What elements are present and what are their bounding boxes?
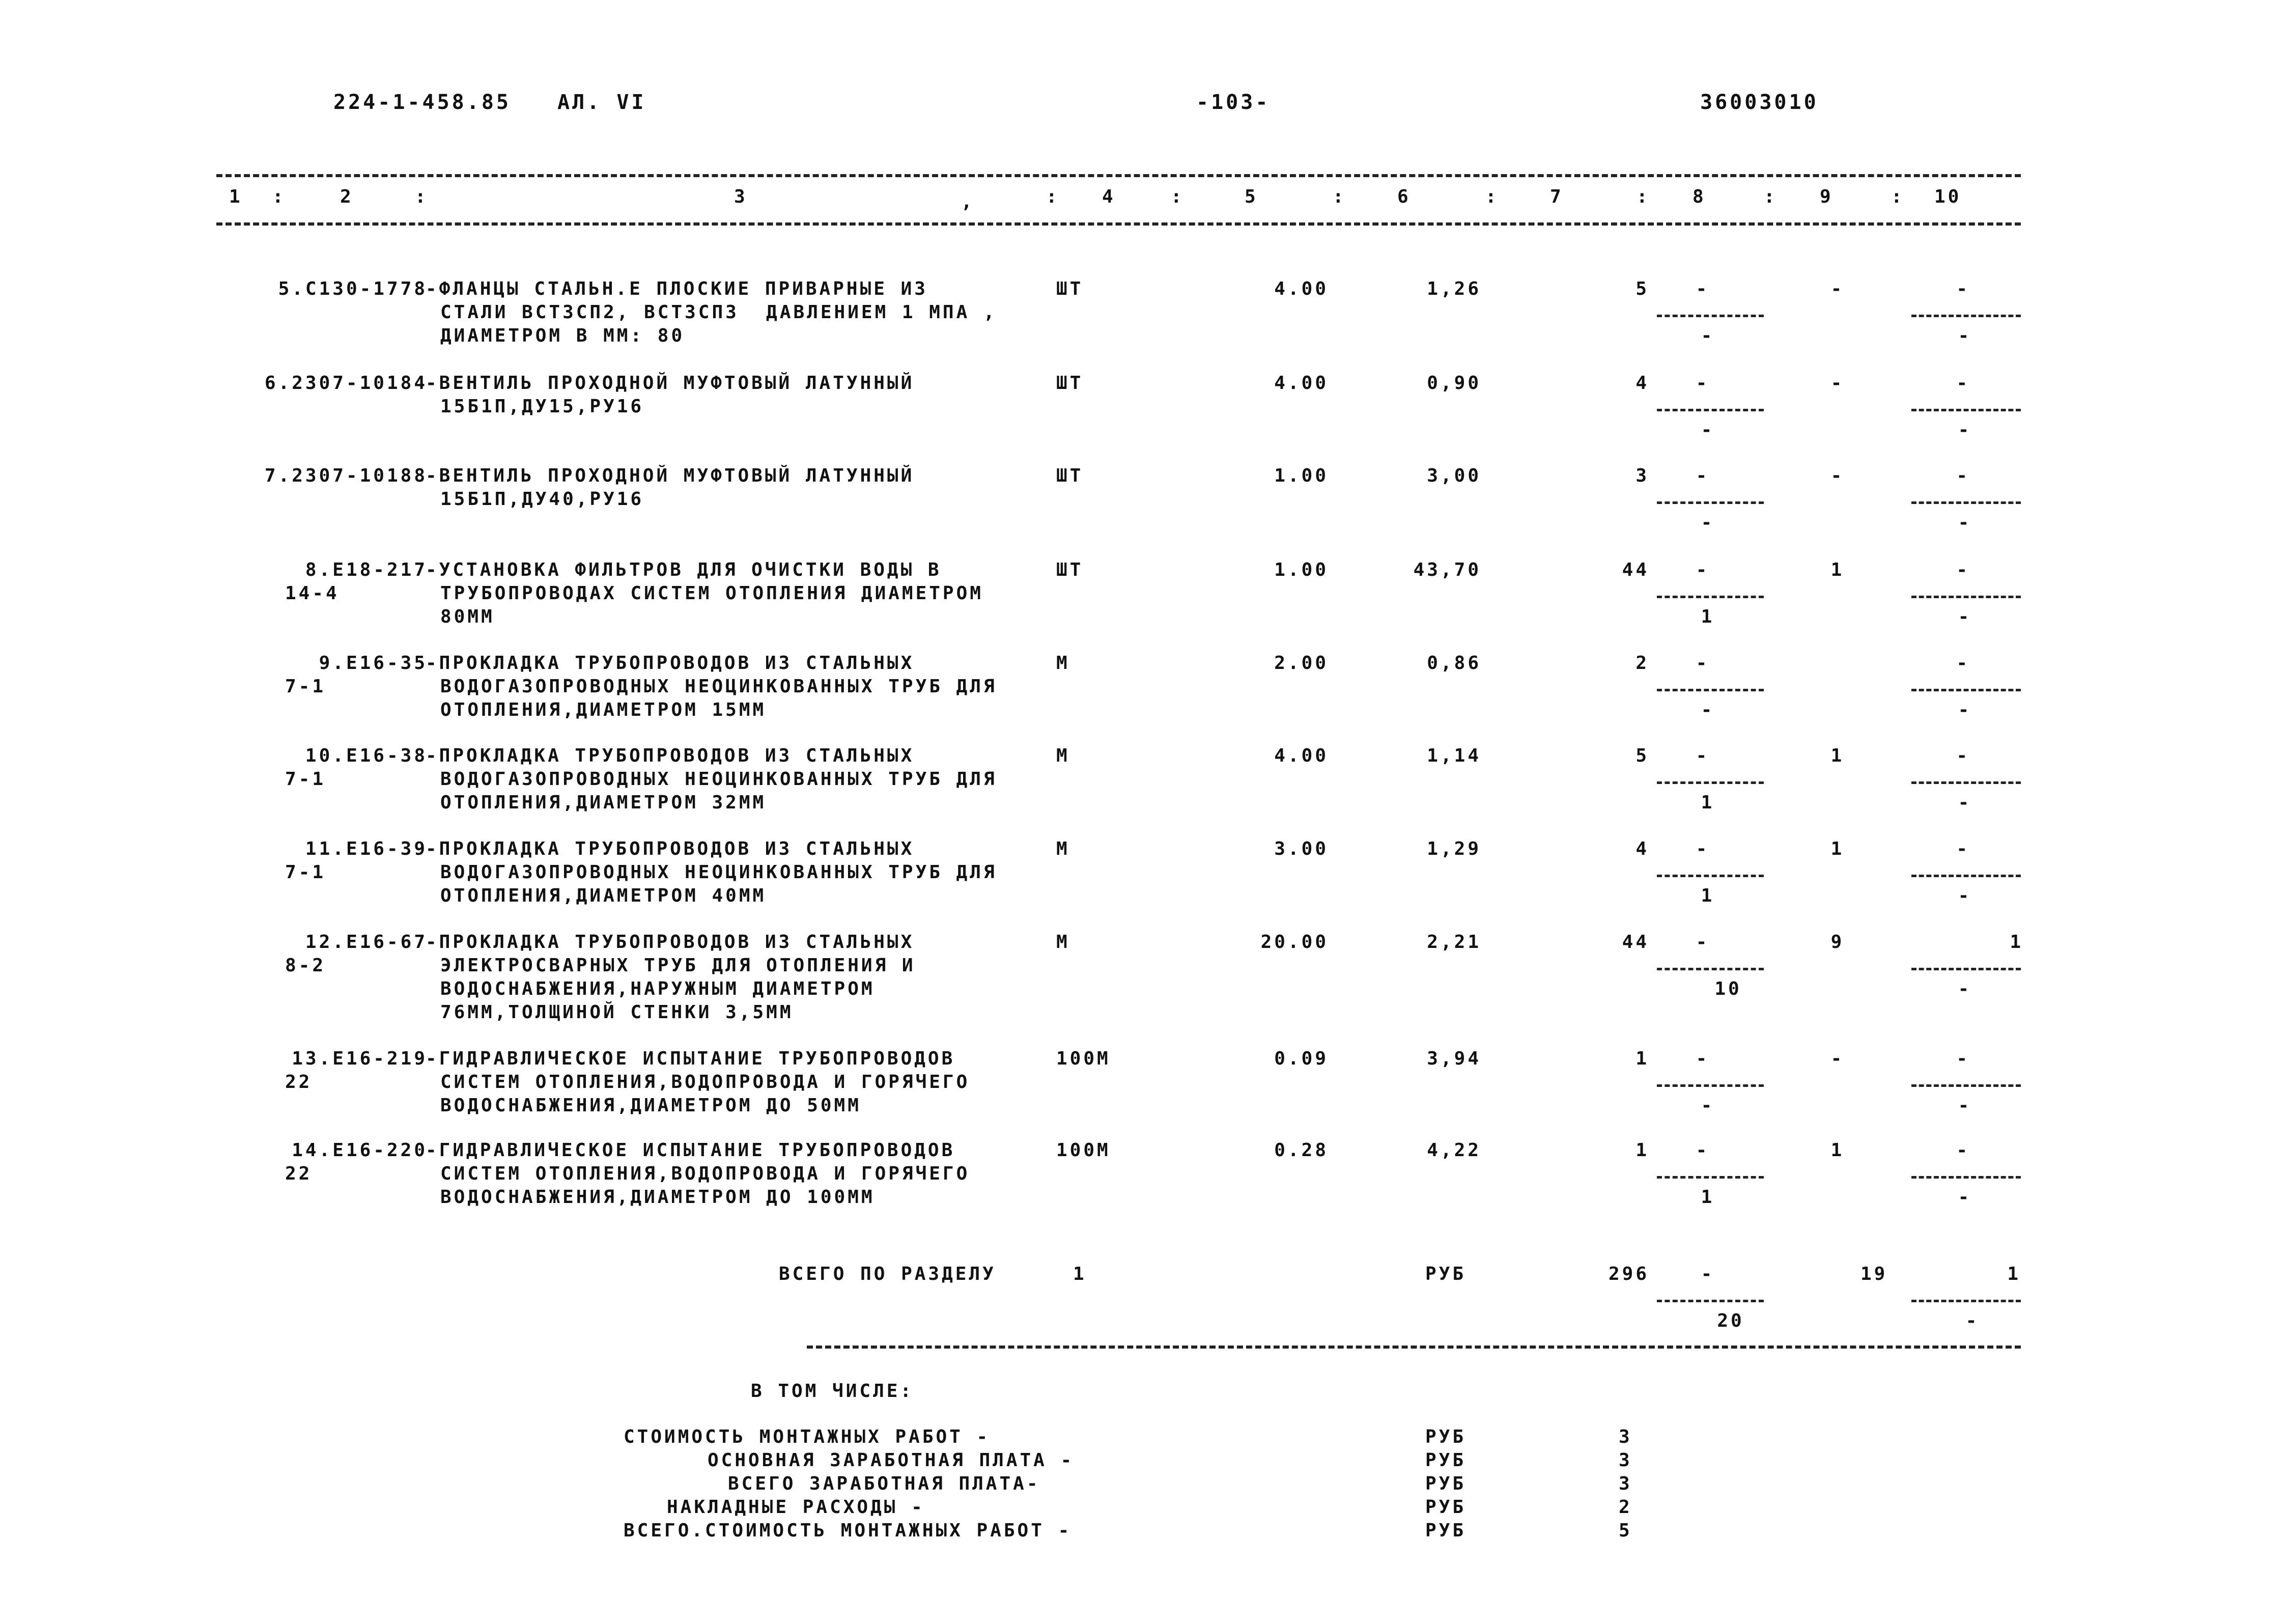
row-quantity: 0.28: [1274, 1140, 1329, 1161]
row-unit-price: 0,90: [1427, 373, 1481, 394]
row-col9: 1: [1830, 559, 1845, 580]
breakdown-unit: РУБ: [1425, 1497, 1467, 1518]
including-title: В ТОМ ЧИСЛЕ:: [751, 1381, 914, 1402]
row-col8-bottom: 10: [1714, 978, 1742, 999]
row-col7-total: 4: [1636, 838, 1649, 859]
row-code: 6.2307-10184: [264, 373, 428, 394]
col-header: 8: [1693, 186, 1706, 207]
row-col8-bottom: -: [1701, 699, 1715, 720]
row-col8-divider: [1657, 1084, 1764, 1087]
row-col10-top: -: [1956, 838, 1970, 859]
col-header: 4: [1102, 186, 1116, 207]
row-col10-bottom: -: [1958, 978, 1972, 999]
row-col8-top: -: [1696, 745, 1710, 766]
row-description-line: 76ММ,ТОЛЩИНОЙ СТЕНКИ 3,5ММ: [440, 1002, 794, 1023]
header-bottom-rule: [216, 222, 2021, 226]
row-code-suffix: 7-1: [285, 676, 326, 697]
breakdown-value: 2: [1619, 1497, 1632, 1518]
row-description-line: -ВЕНТИЛЬ ПРОХОДНОЙ МУФТОВЫЙ ЛАТУННЫЙ: [426, 465, 915, 486]
row-col10-divider: [1911, 315, 2021, 317]
row-col8-top: -: [1696, 1140, 1710, 1161]
row-col9: 1: [1830, 1140, 1845, 1161]
col-separator: :: [1333, 186, 1346, 207]
row-col10-top: 1: [2010, 932, 2023, 953]
row-description-line: ОТОПЛЕНИЯ,ДИАМЕТРОМ 15ММ: [440, 699, 767, 720]
row-col10-divider: [1911, 596, 2021, 598]
row-description-line: -ПРОКЛАДКА ТРУБОПРОВОДОВ ИЗ СТАЛЬНЫХ: [426, 838, 915, 859]
row-col8-bottom: 1: [1701, 885, 1715, 906]
breakdown-value: 5: [1619, 1520, 1632, 1541]
row-unit: 100М: [1056, 1048, 1111, 1069]
row-description-line: -ГИДРАВЛИЧЕСКОЕ ИСПЫТАНИЕ ТРУБОПРОВОДОВ: [426, 1048, 955, 1069]
row-col10-bottom: -: [1958, 1095, 1972, 1116]
row-code: 9.Е16-35: [319, 653, 428, 674]
row-col8-bottom: 1: [1701, 1187, 1715, 1208]
col-separator: :: [1171, 186, 1185, 207]
col-header: 7: [1550, 186, 1564, 207]
col-header: 2: [340, 186, 354, 207]
row-unit-price: 43,70: [1413, 559, 1481, 580]
row-unit-price: 1,26: [1427, 278, 1481, 299]
col-separator: :: [1764, 186, 1778, 207]
row-description-line: СТАЛИ ВСТ3СП2, ВСТ3СП3 ДАВЛЕНИЕМ 1 МПА ,: [440, 302, 997, 323]
row-col10-divider: [1911, 1176, 2021, 1179]
row-col10-top: -: [1956, 1140, 1970, 1161]
row-col10-divider: [1911, 875, 2021, 877]
total-col10-bottom: -: [1965, 1310, 1980, 1331]
col-separator: :: [1891, 186, 1905, 207]
col-separator: :: [415, 186, 429, 207]
total-col10-divider: [1911, 1300, 2021, 1302]
row-col8-divider: [1657, 781, 1764, 784]
row-code: 14.Е16-220: [292, 1140, 428, 1161]
total-col8-bottom: 20: [1717, 1310, 1744, 1331]
row-description-line: ВОДОГАЗОПРОВОДНЫХ НЕОЦИНКОВАННЫХ ТРУБ ДЛЯ: [440, 676, 997, 697]
row-code-suffix: 8-2: [285, 955, 326, 976]
row-description-line: СИСТЕМ ОТОПЛЕНИЯ,ВОДОПРОВОДА И ГОРЯЧЕГО: [440, 1163, 970, 1184]
col-separator: :: [1485, 186, 1499, 207]
row-code-suffix: 14-4: [285, 583, 340, 604]
row-col7-total: 4: [1636, 373, 1649, 394]
col-header: 6: [1397, 186, 1411, 207]
row-col7-total: 44: [1622, 932, 1649, 953]
row-description-line: ТРУБОПРОВОДАХ СИСТЕМ ОТОПЛЕНИЯ ДИАМЕТРОМ: [440, 583, 983, 604]
row-col8-top: -: [1696, 1048, 1710, 1069]
col-separator: :: [1046, 186, 1060, 207]
total-bottom-rule: [807, 1346, 2021, 1349]
row-quantity: 3.00: [1274, 838, 1329, 859]
col-header: 1: [229, 186, 243, 207]
breakdown-unit: РУБ: [1425, 1426, 1467, 1447]
row-col7-total: 5: [1636, 278, 1649, 299]
row-col9: 1: [1830, 745, 1845, 766]
row-description-line: ДИАМЕТРОМ В ММ: 80: [440, 325, 685, 346]
col-separator: :: [1637, 186, 1650, 207]
row-code: 7.2307-10188: [264, 465, 428, 486]
total-label: ВСЕГО ПО РАЗДЕЛУ: [779, 1264, 996, 1284]
row-quantity: 4.00: [1274, 278, 1329, 299]
col-header: 3: [734, 186, 748, 207]
row-code: 10.Е16-38: [305, 745, 428, 766]
row-description-line: 15Б1П,ДУ15,РУ16: [440, 396, 644, 417]
row-col10-bottom: -: [1958, 419, 1972, 440]
row-description-line: -ФЛАНЦЫ СТАЛЬН.Е ПЛОСКИЕ ПРИВАРНЫЕ ИЗ: [426, 278, 928, 299]
row-unit: М: [1056, 745, 1070, 766]
row-quantity: 4.00: [1274, 745, 1329, 766]
row-unit: ШТ: [1056, 278, 1084, 299]
row-description-line: СИСТЕМ ОТОПЛЕНИЯ,ВОДОПРОВОДА И ГОРЯЧЕГО: [440, 1072, 970, 1093]
row-col9: -: [1830, 373, 1845, 394]
row-col8-top: -: [1696, 278, 1710, 299]
row-col8-top: -: [1696, 838, 1710, 859]
row-unit: М: [1056, 838, 1070, 859]
row-code: 5.С130-1778: [278, 278, 428, 299]
col-header: 10: [1934, 186, 1962, 207]
row-col9: -: [1830, 1048, 1845, 1069]
row-description-line: -ГИДРАВЛИЧЕСКОЕ ИСПЫТАНИЕ ТРУБОПРОВОДОВ: [426, 1140, 955, 1161]
row-col10-bottom: -: [1958, 1187, 1972, 1208]
row-col8-bottom: 1: [1701, 792, 1715, 813]
row-col8-divider: [1657, 968, 1764, 970]
row-col8-divider: [1657, 315, 1764, 317]
row-description-line: ВОДОСНАБЖЕНИЯ,НАРУЖНЫМ ДИАМЕТРОМ: [440, 978, 875, 999]
row-description-line: -УСТАНОВКА ФИЛЬТРОВ ДЛЯ ОЧИСТКИ ВОДЫ В: [426, 559, 942, 580]
row-unit: ШТ: [1056, 559, 1084, 580]
row-col8-top: -: [1696, 932, 1710, 953]
row-col8-divider: [1657, 501, 1764, 504]
row-code: 12.Е16-67: [305, 932, 428, 953]
total-col10-top: 1: [2007, 1264, 2021, 1284]
row-code-suffix: 7-1: [285, 769, 326, 790]
col-separator: :: [272, 186, 286, 207]
row-col10-top: -: [1956, 1048, 1970, 1069]
document-code: 224-1-458.85: [333, 91, 511, 114]
row-code: 8.Е18-217: [305, 559, 428, 580]
row-unit-price: 1,29: [1427, 838, 1481, 859]
row-description-line: 15Б1П,ДУ40,РУ16: [440, 489, 644, 510]
row-description-line: ВОДОГАЗОПРОВОДНЫХ НЕОЦИНКОВАННЫХ ТРУБ ДЛЯ: [440, 769, 997, 790]
row-col7-total: 1: [1636, 1048, 1649, 1069]
row-unit: 100М: [1056, 1140, 1111, 1161]
header-top-rule: [216, 174, 2021, 177]
row-unit-price: 1,14: [1427, 745, 1481, 766]
row-col10-divider: [1911, 968, 2021, 970]
row-col9: -: [1830, 278, 1845, 299]
row-quantity: 2.00: [1274, 653, 1329, 674]
row-unit-price: 0,86: [1427, 653, 1481, 674]
row-quantity: 1.00: [1274, 559, 1329, 580]
row-unit-price: 3,94: [1427, 1048, 1481, 1069]
row-description-line: ЭЛЕКТРОСВАРНЫХ ТРУБ ДЛЯ ОТОПЛЕНИЯ И: [440, 955, 916, 976]
row-col8-bottom: -: [1701, 325, 1715, 346]
row-col10-divider: [1911, 409, 2021, 411]
row-unit-price: 4,22: [1427, 1140, 1481, 1161]
row-col10-bottom: -: [1958, 512, 1972, 533]
page-number: -103-: [1196, 91, 1271, 114]
breakdown-label: СТОИМОСТЬ МОНТАЖНЫХ РАБОТ -: [624, 1426, 991, 1447]
row-description-line: ВОДОГАЗОПРОВОДНЫХ НЕОЦИНКОВАННЫХ ТРУБ ДЛЯ: [440, 862, 997, 883]
breakdown-value: 3: [1619, 1450, 1632, 1471]
row-col10-top: -: [1956, 653, 1970, 674]
row-quantity: 1.00: [1274, 465, 1329, 486]
row-col9: -: [1830, 465, 1845, 486]
row-unit-price: 2,21: [1427, 932, 1481, 953]
row-unit: М: [1056, 932, 1070, 953]
row-code-suffix: 22: [285, 1072, 313, 1093]
col-header: 9: [1820, 186, 1834, 207]
breakdown-label: ВСЕГО ЗАРАБОТНАЯ ПЛАТА-: [728, 1473, 1040, 1494]
row-col8-divider: [1657, 1176, 1764, 1179]
row-col8-top: -: [1696, 559, 1710, 580]
row-col10-bottom: -: [1958, 885, 1972, 906]
breakdown-unit: РУБ: [1425, 1450, 1467, 1471]
total-unit: РУБ: [1425, 1264, 1467, 1284]
album-number: АЛ. VI: [557, 91, 646, 114]
row-col10-divider: [1911, 1084, 2021, 1087]
row-unit: ШТ: [1056, 373, 1084, 394]
row-quantity: 20.00: [1260, 932, 1329, 953]
breakdown-value: 3: [1619, 1426, 1632, 1447]
col-header: 5: [1245, 186, 1258, 207]
row-col8-bottom: -: [1701, 512, 1715, 533]
row-col10-bottom: -: [1958, 699, 1972, 720]
row-col10-divider: [1911, 781, 2021, 784]
breakdown-unit: РУБ: [1425, 1473, 1467, 1494]
row-col10-divider: [1911, 501, 2021, 504]
breakdown-value: 3: [1619, 1473, 1632, 1494]
row-col10-bottom: -: [1958, 792, 1972, 813]
row-unit-price: 3,00: [1427, 465, 1481, 486]
breakdown-label: НАКЛАДНЫЕ РАСХОДЫ -: [667, 1497, 925, 1518]
row-quantity: 4.00: [1274, 373, 1329, 394]
row-col10-top: -: [1956, 559, 1970, 580]
row-col8-divider: [1657, 689, 1764, 691]
row-col7-total: 2: [1636, 653, 1649, 674]
row-col8-bottom: -: [1701, 1095, 1715, 1116]
total-col8-top: -: [1701, 1264, 1715, 1284]
row-description-line: -ПРОКЛАДКА ТРУБОПРОВОДОВ ИЗ СТАЛЬНЫХ: [426, 745, 915, 766]
breakdown-unit: РУБ: [1425, 1520, 1467, 1541]
row-col7-total: 5: [1636, 745, 1649, 766]
total-col7: 296: [1608, 1264, 1649, 1284]
row-description-line: -ВЕНТИЛЬ ПРОХОДНОЙ МУФТОВЫЙ ЛАТУННЫЙ: [426, 373, 915, 394]
row-col9: 1: [1830, 838, 1845, 859]
row-unit: ШТ: [1056, 465, 1084, 486]
row-col10-bottom: -: [1958, 325, 1972, 346]
row-col8-top: -: [1696, 373, 1710, 394]
total-col9: 19: [1860, 1264, 1888, 1284]
row-col8-bottom: 1: [1701, 606, 1715, 627]
row-col8-divider: [1657, 409, 1764, 411]
row-col8-divider: [1657, 875, 1764, 877]
row-code-suffix: 22: [285, 1163, 313, 1184]
row-code: 13.Е16-219: [292, 1048, 428, 1069]
row-col10-divider: [1911, 689, 2021, 691]
row-col10-top: -: [1956, 373, 1970, 394]
row-description-line: 80ММ: [440, 606, 495, 627]
row-col8-top: -: [1696, 653, 1710, 674]
row-col7-total: 3: [1636, 465, 1649, 486]
row-description-line: ОТОПЛЕНИЯ,ДИАМЕТРОМ 40ММ: [440, 885, 767, 906]
row-col10-top: -: [1956, 465, 1970, 486]
row-col10-top: -: [1956, 278, 1970, 299]
document-number: 36003010: [1700, 91, 1819, 114]
row-col7-total: 1: [1636, 1140, 1649, 1161]
col-mark: ,: [961, 191, 975, 212]
row-description-line: ВОДОСНАБЖЕНИЯ,ДИАМЕТРОМ ДО 50ММ: [440, 1095, 861, 1116]
row-description-line: -ПРОКЛАДКА ТРУБОПРОВОДОВ ИЗ СТАЛЬНЫХ: [426, 653, 915, 674]
row-description-line: ОТОПЛЕНИЯ,ДИАМЕТРОМ 32ММ: [440, 792, 767, 813]
row-col8-divider: [1657, 596, 1764, 598]
total-col4: 1: [1073, 1264, 1087, 1284]
row-unit: М: [1056, 653, 1070, 674]
row-code-suffix: 7-1: [285, 862, 326, 883]
row-code: 11.Е16-39: [305, 838, 428, 859]
row-col9: 9: [1830, 932, 1845, 953]
row-col8-top: -: [1696, 465, 1710, 486]
row-col10-top: -: [1956, 745, 1970, 766]
row-description-line: ВОДОСНАБЖЕНИЯ,ДИАМЕТРОМ ДО 100ММ: [440, 1187, 875, 1208]
row-col10-bottom: -: [1958, 606, 1972, 627]
row-col7-total: 44: [1622, 559, 1649, 580]
breakdown-label: ОСНОВНАЯ ЗАРАБОТНАЯ ПЛАТА -: [708, 1450, 1075, 1471]
row-description-line: -ПРОКЛАДКА ТРУБОПРОВОДОВ ИЗ СТАЛЬНЫХ: [426, 932, 915, 953]
row-col8-bottom: -: [1701, 419, 1715, 440]
row-quantity: 0.09: [1274, 1048, 1329, 1069]
total-col8-divider: [1657, 1300, 1764, 1302]
breakdown-label: ВСЕГО.СТОИМОСТЬ МОНТАЖНЫХ РАБОТ -: [624, 1520, 1072, 1541]
